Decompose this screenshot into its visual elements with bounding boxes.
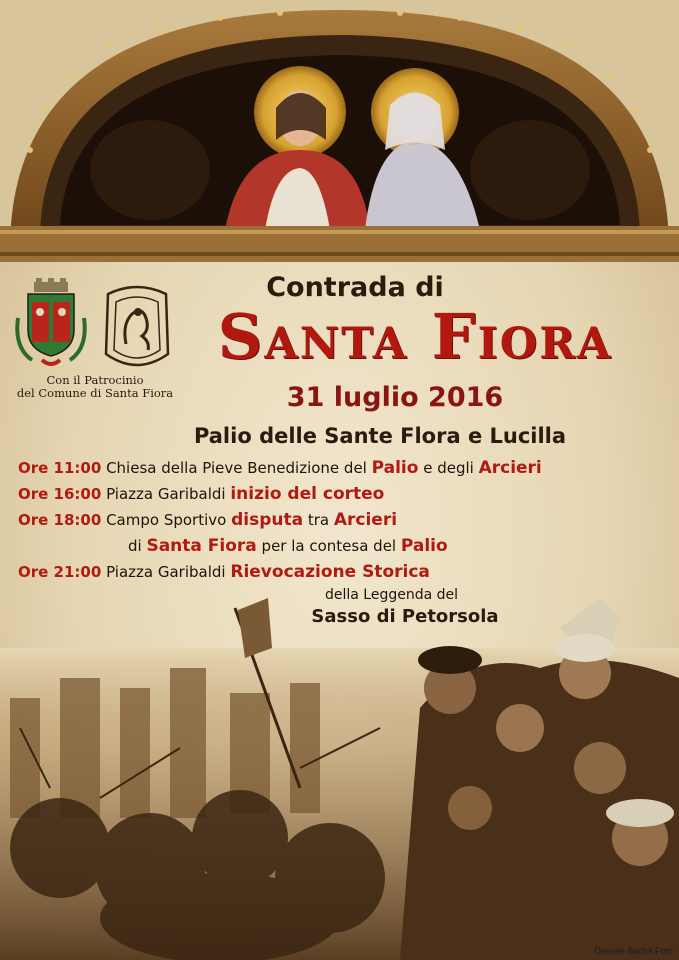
program-highlight: Arcieri xyxy=(333,510,398,530)
program-row-5 xyxy=(18,562,668,582)
program-row-1 xyxy=(18,458,668,478)
patronage-note xyxy=(10,374,180,400)
program-text: Piazza Garibaldi xyxy=(106,485,231,503)
program-text: Campo Sportivo xyxy=(106,511,232,529)
program-highlight: disputa xyxy=(231,510,304,530)
program-text: per la contesa del xyxy=(256,537,401,555)
legend-title: Sasso di Petorsola xyxy=(311,606,499,627)
program-text: e degli xyxy=(418,459,479,477)
comune-crest-logo xyxy=(12,278,90,368)
photo-credit: Daniele Badini Foto xyxy=(594,946,673,956)
program-text: Chiesa della Pieve Benedizione del xyxy=(106,459,372,477)
program-highlight: Palio xyxy=(371,458,419,478)
program-text: di xyxy=(128,537,147,555)
contrada-heading: Contrada di xyxy=(266,272,444,303)
santa-fiora-title: Santa Fiora xyxy=(217,300,613,373)
program-time: Ore 16:00 xyxy=(18,485,102,503)
program-row-3 xyxy=(18,510,668,530)
patronage-line-1: Con il Patrocinio xyxy=(46,373,144,387)
program-row-2 xyxy=(18,484,668,504)
palio-subtitle: Palio delle Sante Flora e Lucilla xyxy=(193,424,567,448)
program-highlight: Arcieri xyxy=(478,458,542,478)
program-text: tra xyxy=(303,511,334,529)
patronage-line-2: del Comune di Santa Fiora xyxy=(16,386,174,400)
program-highlight: Rievocazione Storica xyxy=(230,562,430,582)
event-date: 31 luglio 2016 xyxy=(286,382,504,413)
medieval-battle-photo xyxy=(0,588,679,960)
program-text: della Leggenda del xyxy=(325,587,459,603)
contrada-seal-logo xyxy=(98,284,176,374)
program-row-4 xyxy=(128,536,668,556)
program-time: Ore 11:00 xyxy=(18,459,102,477)
program-highlight: Santa Fiora xyxy=(146,536,257,556)
program-time: Ore 21:00 xyxy=(18,563,102,581)
program-text: Piazza Garibaldi xyxy=(106,563,231,581)
saints-lunette-artwork xyxy=(0,0,679,262)
program-highlight: Palio xyxy=(400,536,448,556)
program-time: Ore 18:00 xyxy=(18,511,102,529)
program-highlight: inizio del corteo xyxy=(230,484,385,504)
